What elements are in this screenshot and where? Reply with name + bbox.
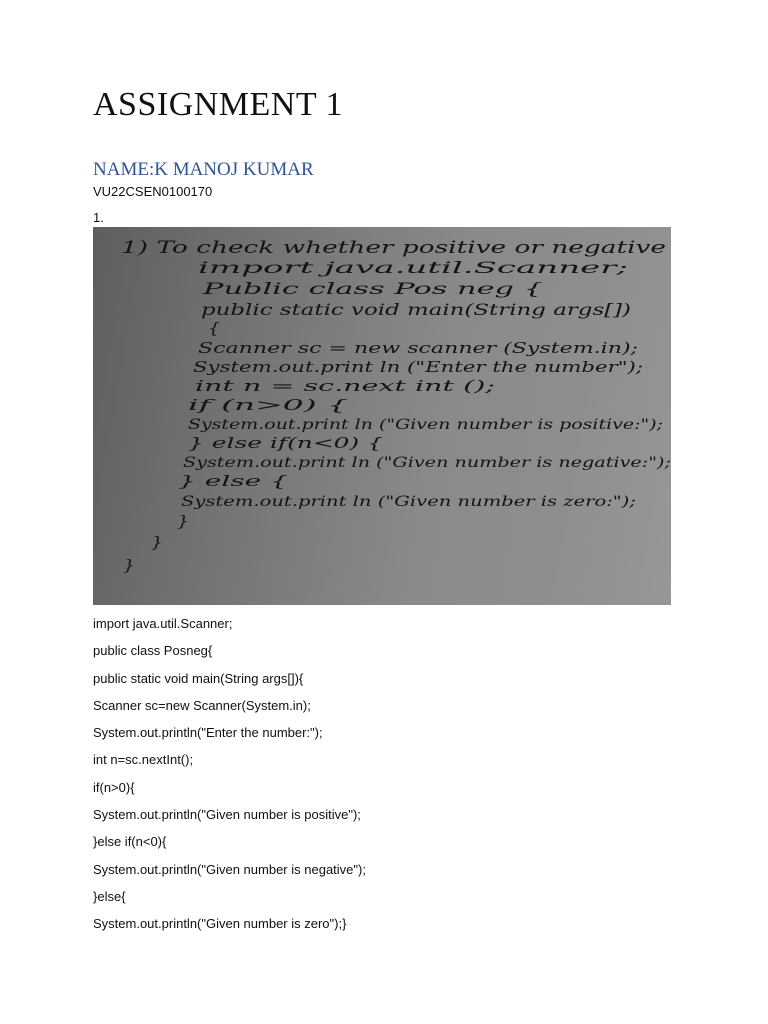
handwritten-line: } else { xyxy=(178,472,289,490)
handwritten-line: Scanner sc = new scanner (System.in); xyxy=(198,339,638,357)
handwritten-line: } xyxy=(151,533,163,551)
code-line: public static void main(String args[]){ xyxy=(93,670,304,686)
handwritten-line: System.out.print ln ("Given number is positive:"); xyxy=(188,417,663,433)
handwritten-line: } xyxy=(177,512,189,530)
code-line: System.out.println("Given number is negative"); xyxy=(93,861,366,877)
document-title: ASSIGNMENT 1 xyxy=(93,86,344,123)
handwritten-line: } else if(n<0) { xyxy=(188,434,384,452)
handwritten-line: Public class Pos neg { xyxy=(201,279,543,298)
handwritten-line: 1) To check whether positive or negative xyxy=(121,238,666,258)
code-line: public class Posneg{ xyxy=(93,643,213,659)
handwritten-line: if (n>0) { xyxy=(188,396,349,414)
student-name: NAME:K MANOJ KUMAR xyxy=(93,159,314,180)
code-line: }else if(n<0){ xyxy=(93,834,167,850)
code-line: Scanner sc=new Scanner(System.in); xyxy=(93,697,311,713)
code-line: if(n>0){ xyxy=(93,779,135,795)
code-line: import java.util.Scanner; xyxy=(93,616,233,631)
handwritten-notes xyxy=(93,227,671,605)
handwritten-line: } xyxy=(123,556,135,574)
code-line: int n=sc.nextInt(); xyxy=(93,752,194,768)
handwritten-line: System.out.print ln ("Enter the number"); xyxy=(193,358,643,376)
code-line: System.out.println("Given number is positive"); xyxy=(93,807,361,823)
handwritten-line: int n = sc.next int (); xyxy=(195,377,495,395)
typed-code-block xyxy=(93,613,366,941)
handwritten-line: public static void main(String args[]) xyxy=(201,300,631,319)
handwritten-line: System.out.print ln ("Given number is negative:"); xyxy=(183,455,671,471)
question-number: 1. xyxy=(93,210,104,225)
handwritten-code-photo xyxy=(93,227,671,605)
code-line: }else{ xyxy=(93,888,126,904)
handwritten-line: { xyxy=(208,319,221,337)
handwritten-line: import java.util.Scanner; xyxy=(198,258,628,277)
handwritten-line: System.out.print ln ("Given number is zero:"); xyxy=(181,494,636,510)
code-line: System.out.println("Given number is zero");} xyxy=(93,916,347,932)
code-line: System.out.println("Enter the number:"); xyxy=(93,725,323,741)
registration-number: VU22CSEN0100170 xyxy=(93,184,213,199)
